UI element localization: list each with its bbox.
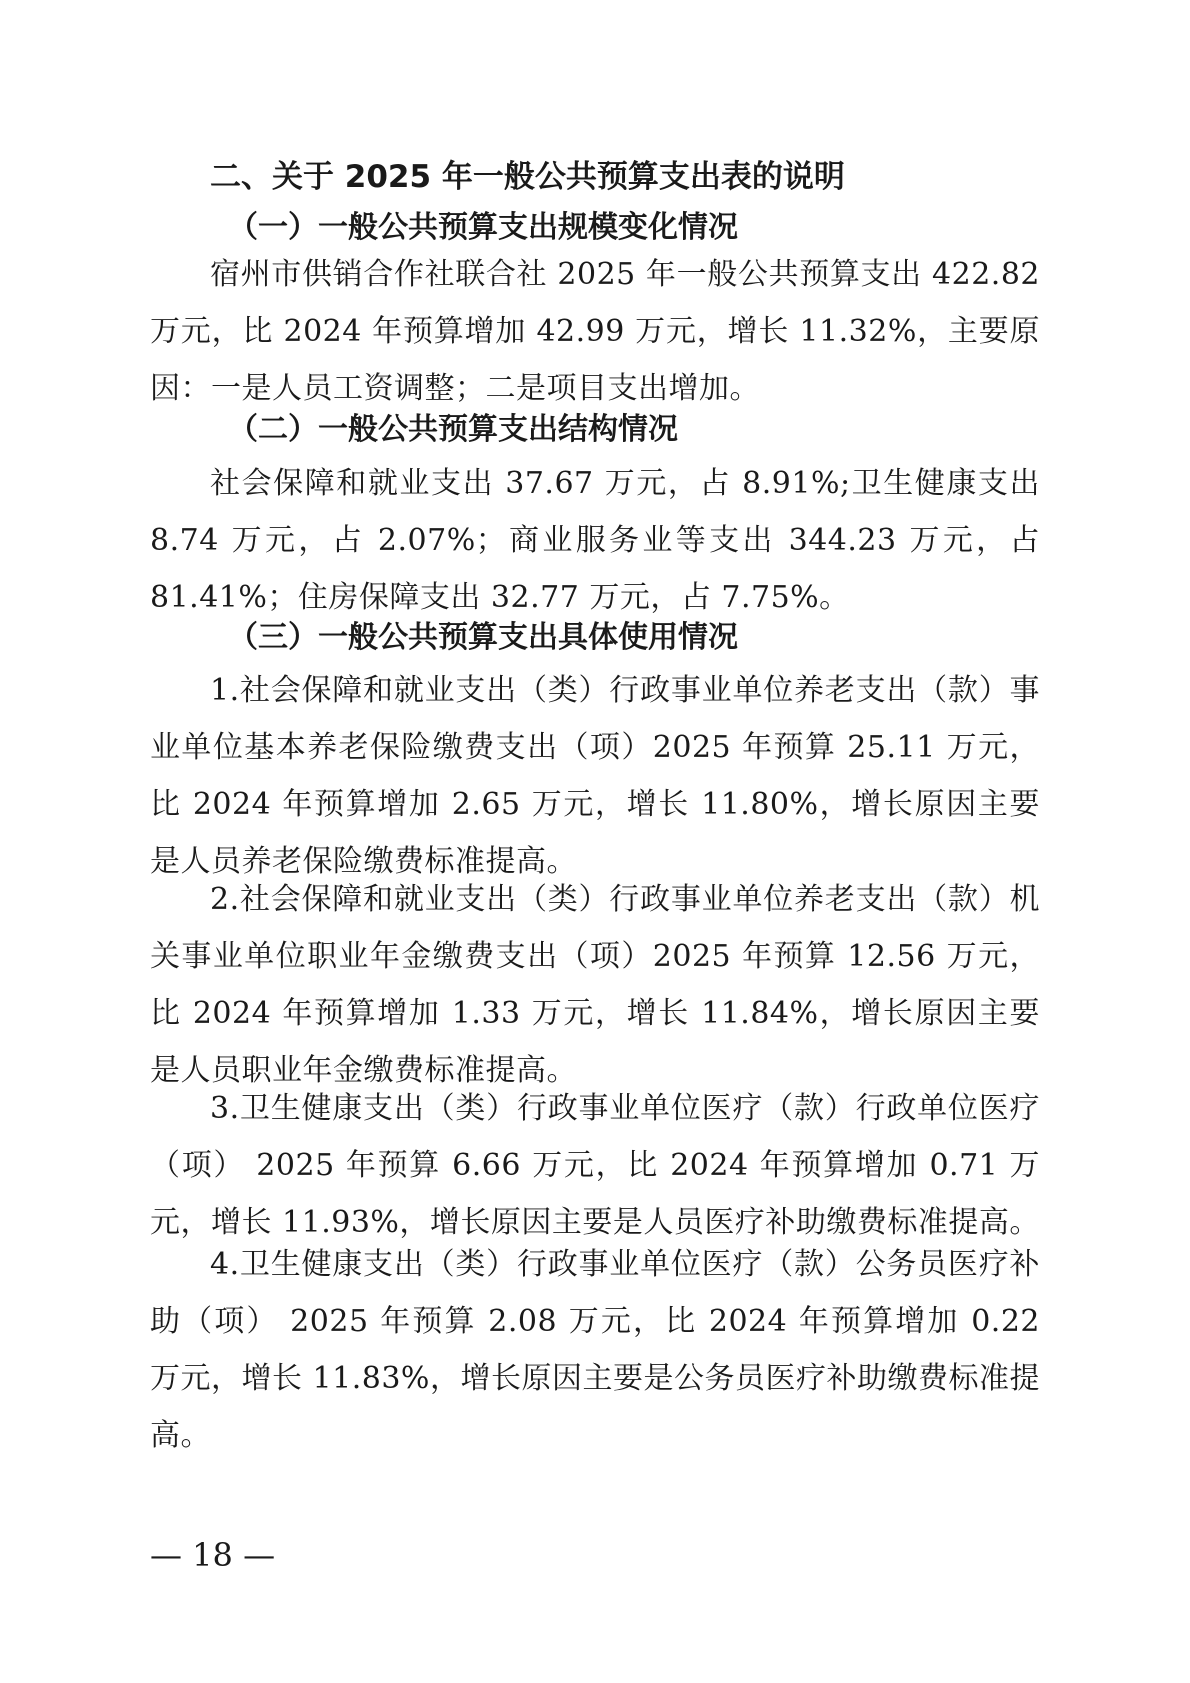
subsection-heading-2: （二）一般公共预算支出结构情况 — [228, 412, 678, 447]
paragraph-item-2: 2.社会保障和就业支出（类）行政事业单位养老支出（款）机关事业单位职业年金缴费支出（项）2025 年预算 12.56 万元，比 2024 年预算增加 1.33 万元，增长 11.84%，增长原因主要是人员职业年金缴费标准提高。 — [150, 882, 1040, 1088]
subsection-heading-3: （三）一般公共预算支出具体使用情况 — [228, 620, 738, 655]
subsection-heading-1: （一）一般公共预算支出规模变化情况 — [228, 210, 738, 245]
section-title: 二、关于 2025 年一般公共预算支出表的说明 — [210, 159, 845, 195]
paragraph-budget-structure: 社会保障和就业支出 37.67 万元，占 8.91%;卫生健康支出 8.74 万元，占 2.07%；商业服务业等支出 344.23 万元，占 81.41%；住房保障支出 32.77 万元，占 7.75%。 — [150, 466, 1040, 615]
page-number: — 18 — — [150, 1536, 276, 1574]
paragraph-item-1: 1.社会保障和就业支出（类）行政事业单位养老支出（款）事业单位基本养老保险缴费支出（项）2025 年预算 25.11 万元，比 2024 年预算增加 2.65 万元，增长 11.80%，增长原因主要是人员养老保险缴费标准提高。 — [150, 673, 1040, 879]
paragraph-item-3: 3.卫生健康支出（类）行政事业单位医疗（款）行政单位医疗（项） 2025 年预算 6.66 万元，比 2024 年预算增加 0.71 万元，增长 11.93%，增长原因主要是人员医疗补助缴费标准提高。 — [150, 1091, 1040, 1240]
paragraph-budget-scale: 宿州市供销合作社联合社 2025 年一般公共预算支出 422.82 万元，比 2024 年预算增加 42.99 万元，增长 11.32%，主要原因：一是人员工资调整；二是项目支出增加。 — [150, 257, 1040, 406]
paragraph-item-4: 4.卫生健康支出（类）行政事业单位医疗（款）公务员医疗补助（项） 2025 年预算 2.08 万元，比 2024 年预算增加 0.22 万元，增长 11.83%，增长原因主要是公务员医疗补助缴费标准提高。 — [150, 1247, 1040, 1453]
